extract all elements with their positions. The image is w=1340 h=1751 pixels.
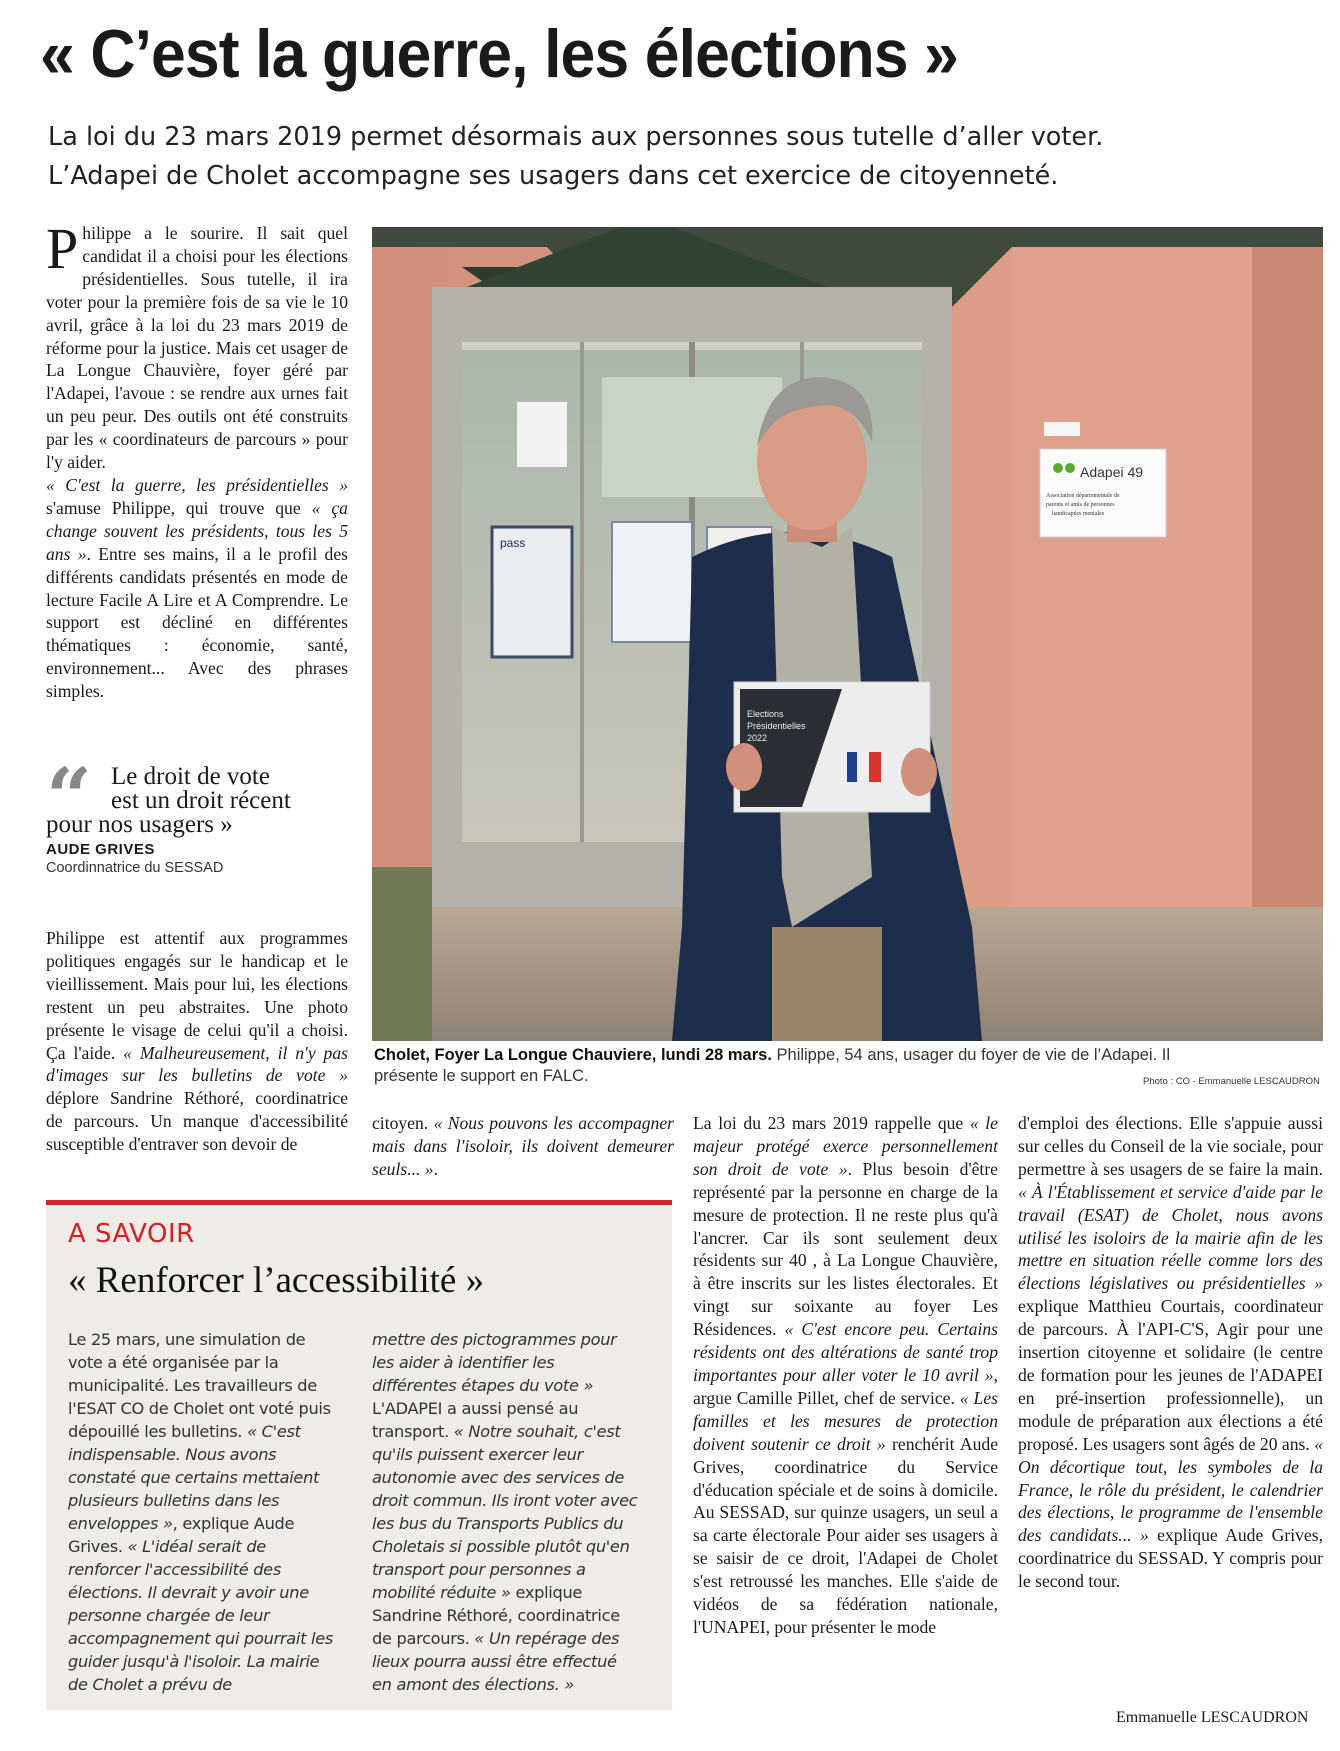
col1-text-2: . Entre ses mains, il a le profil des différents candidats présentés en mode de lecture Facile A Lire et A Comprendre. Le support est décliné en différentes thématiques : économie, santé, environnement... Avec des phrases simples. <box>46 543 349 702</box>
booklet-line-2: Présidentielles <box>747 721 806 731</box>
box-left-a: Le 25 mars, une simulation de vote a été organisée par la municipalité. Les travailleurs de l'ESAT CO de Cholet ont voté puis dépouillé les bulletins. <box>68 1330 331 1441</box>
article-col2 <box>372 1112 674 1181</box>
sign-line-1: Association départementale de <box>1046 493 1120 499</box>
col1-quote-3: « Malheureusement, il n'y pas d'images sur les bulletins de vote » <box>46 1042 348 1086</box>
article-col1-top <box>46 216 349 703</box>
col4-text-e: explique Aude Grives, coordinatrice du SESSAD. Y compris pour le second tour. <box>1018 1525 1323 1592</box>
sign-brand: Adapei 49 <box>1080 464 1144 480</box>
box-left-b: « C'est indispensable. Nous avons constaté que certains mettaient plusieurs bulletins dans les enveloppes » <box>68 1422 320 1533</box>
headline: « C’est la guerre, les élections » <box>40 16 959 92</box>
col2-quote: « Nous pouvons les accompagner mais dans l'isoloir, ils doivent demeurer seuls... » <box>372 1113 674 1179</box>
box-right-e: « Un repérage des lieux pourra aussi être effectué en amont des élections. » <box>372 1629 620 1694</box>
article-col1-bottom <box>46 927 348 1156</box>
col4-quote-b: « À l'Établissement et service d'aide par le travail (ESAT) de Cholet, nous avons utilisé les isoloirs de la mairie afin de les mettre en situation réelle comme lors des élections législatives ou présidentielles » <box>1018 1181 1323 1294</box>
booklet-line-3: 2022 <box>747 733 768 743</box>
col1-para3: Philippe est attentif aux programmes politiques engagés sur le handicap et le vieillissement. Mais pour lui, les élections restent un peu abstraites. Une photo présente le visage de celui qu'il a choisi. Ça l'aide. <box>46 928 348 1063</box>
col3-text-a: La loi du 23 mars 2019 rappelle que <box>693 1113 970 1133</box>
box-title: « Renforcer l’accessibilité » <box>68 1260 485 1301</box>
box-right-c: « Notre souhait, c'est qu'ils puissent exercer leur autonomie avec des services de droit commun. Ils iront voter avec les bus du Transports Publics du Choletais si possible plutôt qu'en transport pour personnes a mobilité réduite » <box>372 1422 638 1602</box>
col4-text-c: explique Matthieu Courtais, coordinateur de parcours. À l'API-C'S, Agir pour une insertion citoyenne et solidaire (le centre de formation pour les jeunes de l'ADAPEI en pré-insertion professionnelle), un module de préparation aux élections a été proposé. Les usagers sont âgés de 20 ans. <box>1018 1296 1323 1454</box>
article-photo <box>372 227 1323 1041</box>
box-right-a: mettre des pictogrammes pour les aider à identifier les différentes étapes du vote » <box>372 1330 617 1395</box>
col3-quote-f: « Les familles et les mesures de protection doivent soutenir ce droit » <box>693 1387 998 1454</box>
col2-end: . <box>433 1158 438 1179</box>
box-col-right <box>372 1328 640 1696</box>
col3-text-e: , argue Camille Pillet, chef de service. <box>693 1364 998 1408</box>
col2-text: citoyen. <box>372 1113 434 1133</box>
pull-quote <box>46 750 346 876</box>
box-left-c: , explique Aude Grives. <box>68 1514 295 1556</box>
box-kicker: A SAVOIR <box>68 1219 195 1249</box>
booklet-line-1: Elections <box>747 709 784 719</box>
quote-line-2: est un droit récent <box>111 787 291 814</box>
box-right-d: explique Sandrine Réthoré, coordinatrice de parcours. <box>372 1583 620 1648</box>
col3-text-c: . Plus besoin d'être représenté par la personne en charge de la mesure de protection. Il ne reste plus qu'à l'ancrer. Car ils sont seulement deux résidents sur 40 , à La Longue Chauvière, à être inscrits sur les listes électorales. Et vingt sur soixante au foyer Les Résidences. <box>693 1158 998 1340</box>
box-col-left <box>68 1328 336 1696</box>
article-col3 <box>693 1112 998 1639</box>
col3-quote-b: « le majeur protégé exerce personnellement son droit de vote » <box>693 1113 998 1179</box>
box-right-b: L'ADAPEI a aussi pensé au transport. <box>372 1399 579 1441</box>
photo-credit: Photo : CO - Emmanuelle LESCAUDRON <box>1143 1076 1320 1087</box>
subheadline <box>48 118 1308 196</box>
col1-quote-1: « C'est la guerre, les présidentielles » <box>46 474 348 495</box>
quote-author: AUDE GRIVES <box>46 841 155 858</box>
col1-text: s'amuse Philippe, qui trouve que <box>46 497 312 518</box>
quote-line-3: pour nos usagers » <box>46 811 233 838</box>
poster-pass-text: pass <box>500 536 526 550</box>
col4-text-a: d'emploi des élections. Elle s'appuie aussi sur celles du Conseil de la vie sociale, pour permettre à ses usagers de se faire la main. <box>1018 1113 1323 1179</box>
author-signature: Emmanuelle LESCAUDRON <box>1116 1709 1309 1726</box>
quote-author-role: Coordinnatrice du SESSAD <box>46 860 224 876</box>
subhead-line-2: L’Adapei de Cholet accompagne ses usagers dans cet exercice de citoyenneté. <box>48 161 1059 191</box>
sign-line-3: handicapées mentales <box>1052 511 1105 517</box>
quote-mark-icon: “ <box>46 750 93 844</box>
drop-cap: P <box>46 216 79 281</box>
col1-para3-end: déplore Sandrine Réthoré, coordinatrice de parcours. Un manque d'accessibilité susceptible d'entraver son devoir de <box>46 1088 348 1155</box>
caption-text: Philippe, 54 ans, usager du foyer de vie de l’Adapei. Il présente le support en FALC. <box>374 1046 1171 1085</box>
photo-caption <box>374 1045 1174 1087</box>
article-col4 <box>1018 1112 1323 1593</box>
quote-line-1: Le droit de vote <box>111 763 270 790</box>
col3-quote-d: « C'est encore peu. Certains résidents ont des altérations de santé trop importantes pour aller voter le 10 avril » <box>693 1319 998 1385</box>
caption-bold: Cholet, Foyer La Longue Chauviere, lundi 28 mars. <box>374 1046 772 1064</box>
col3-text-g: renchérit Aude Grives, coordinatrice du Service d'éducation spéciale et de soins à domicile. Au SESSAD, sur quinze usagers, un seul a sa carte électorale Pour aider ses usagers à se saisir de ce droit, l'Adapei de Cholet s'est retroussé les manches. Elle s'aide de vidéos de sa fédération nationale, l'UNAPEI, pour présenter le mode <box>693 1433 999 1637</box>
photo-illustration <box>372 227 1323 1041</box>
col1-quote-2: « ça change souvent les présidents, tous les 5 ans » <box>46 497 348 564</box>
sign-line-2: parents et amis de personnes <box>1046 502 1115 508</box>
col4-quote-d: « On décortique tout, les symboles de la France, le rôle du président, le calendrier des élections, le programme de l'ensemble des candidats... » <box>1018 1433 1323 1546</box>
box-left-d: « L'idéal serait de renforcer l'accessibilité des élections. Il devrait y avoir une personne chargée de leur accompagnement qui pourrait les guider jusqu'à l'isoloir. La mairie de Cholet a prévu de <box>68 1537 333 1694</box>
info-box <box>46 1200 672 1710</box>
col1-para1: hilippe a le sourire. Il sait quel candidat il a choisi pour les élections présidentielles. Sous tutelle, il ira voter pour la première fois de sa vie le 10 avril, grâce à la loi du 23 mars 2019 de réforme pour la justice. Mais cet usager de La Longue Chauvière, foyer géré par l'Adapei, l'avoue : se rendre aux urnes fait un peu peur. Des outils ont été construits par les « coordinateurs de parcours » pour l'y aider. <box>46 223 348 473</box>
subhead-line-1: La loi du 23 mars 2019 permet désormais aux personnes sous tutelle d’aller voter. <box>48 122 1104 152</box>
